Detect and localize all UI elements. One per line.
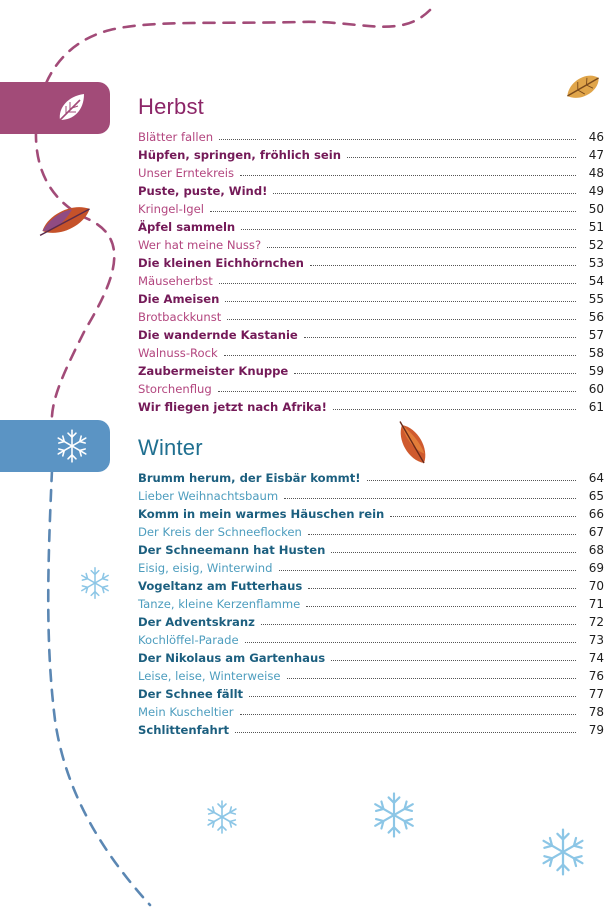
toc-entry xyxy=(138,272,604,290)
toc-entry-title: Die Ameisen xyxy=(138,292,220,306)
toc-entry-title: Der Adventskranz xyxy=(138,615,255,629)
toc-entry-title: Mein Kuscheltier xyxy=(138,705,234,719)
toc-entry-page: 79 xyxy=(588,723,604,737)
toc-entry-title: Der Nikolaus am Gartenhaus xyxy=(138,651,326,665)
toc-entry-page: 49 xyxy=(588,184,604,198)
toc-entry-title: Äpfel sammeln xyxy=(138,220,236,234)
toc-entry-title: Wir fliegen jetzt nach Afrika! xyxy=(138,400,327,414)
dot-leader xyxy=(267,243,576,248)
dot-leader xyxy=(279,566,576,571)
toc-entry xyxy=(138,649,604,667)
dot-leader xyxy=(249,692,576,697)
toc-entry-title: Walnuss-Rock xyxy=(138,346,218,360)
dot-leader xyxy=(347,153,576,158)
dot-leader xyxy=(310,261,576,266)
dot-leader xyxy=(218,387,576,392)
toc-entry xyxy=(138,577,604,595)
toc-entry xyxy=(138,721,604,739)
dot-leader xyxy=(240,171,576,176)
toc-entry xyxy=(138,236,604,254)
toc-list-herbst xyxy=(138,128,604,416)
toc-entry xyxy=(138,308,604,326)
section-title-herbst: Herbst xyxy=(138,94,204,119)
toc-entry-page: 74 xyxy=(588,651,604,665)
toc-entry-title: Lieber Weihnachtsbaum xyxy=(138,489,279,503)
toc-entry-title: Storchenflug xyxy=(138,382,212,396)
toc-entry xyxy=(138,326,604,344)
toc-entry xyxy=(138,344,604,362)
dot-leader xyxy=(261,620,576,625)
dot-leader xyxy=(367,476,576,481)
toc-entry-title: Hüpfen, springen, fröhlich sein xyxy=(138,148,341,162)
toc-entry-title: Blätter fallen xyxy=(138,130,214,144)
toc-entry-page: 78 xyxy=(588,705,604,719)
dot-leader xyxy=(240,710,576,715)
toc-entry xyxy=(138,218,604,236)
toc-entry-page: 50 xyxy=(588,202,604,216)
snowflake-icon xyxy=(544,830,583,875)
dot-leader xyxy=(224,351,576,356)
dot-leader xyxy=(294,369,576,374)
toc-entry-page: 77 xyxy=(588,687,604,701)
toc-entry-page: 71 xyxy=(588,597,604,611)
section-tab-herbst xyxy=(0,82,110,134)
toc-entry xyxy=(138,362,604,380)
toc-entry xyxy=(138,290,604,308)
dot-leader xyxy=(333,405,576,410)
toc-entry-title: Brotbackkunst xyxy=(138,310,222,324)
toc-entry xyxy=(138,505,604,523)
snowflake-icon xyxy=(208,801,236,833)
snowflake-icon xyxy=(82,568,108,598)
toc-entry-title: Komm in mein warmes Häuschen rein xyxy=(138,507,385,521)
dot-leader xyxy=(273,189,576,194)
toc-entry-page: 66 xyxy=(588,507,604,521)
toc-entry xyxy=(138,559,604,577)
toc-entry-page: 73 xyxy=(588,633,604,647)
section-tab-winter xyxy=(0,420,110,472)
toc-entry-page: 53 xyxy=(588,256,604,270)
dot-leader xyxy=(308,530,576,535)
dot-leader xyxy=(390,512,576,517)
toc-entry-title: Zaubermeister Knuppe xyxy=(138,364,289,378)
dot-leader xyxy=(284,494,576,499)
leaf-icon xyxy=(35,200,94,241)
snowflake-icon xyxy=(375,793,413,836)
toc-entry xyxy=(138,398,604,416)
leaf-icon xyxy=(54,90,90,126)
dot-leader xyxy=(227,315,576,320)
dot-leader xyxy=(306,602,576,607)
toc-entry-title: Tanze, kleine Kerzenflamme xyxy=(138,597,301,611)
dot-leader xyxy=(219,279,576,284)
toc-entry xyxy=(138,254,604,272)
toc-entry-title: Schlittenfahrt xyxy=(138,723,230,737)
toc-entry-page: 57 xyxy=(588,328,604,342)
leaf-icon xyxy=(392,417,432,468)
dot-leader xyxy=(210,207,576,212)
toc-entry-page: 67 xyxy=(588,525,604,539)
toc-entry xyxy=(138,146,604,164)
toc-entry-title: Die wandernde Kastanie xyxy=(138,328,298,342)
toc-entry xyxy=(138,595,604,613)
toc-entry xyxy=(138,667,604,685)
dot-leader xyxy=(331,656,576,661)
toc-entry-page: 58 xyxy=(588,346,604,360)
toc-entry-page: 61 xyxy=(588,400,604,414)
toc-entry-page: 59 xyxy=(588,364,604,378)
toc-entry xyxy=(138,613,604,631)
toc-entry-title: Der Kreis der Schneeflocken xyxy=(138,525,302,539)
toc-entry-page: 60 xyxy=(588,382,604,396)
leaf-icon xyxy=(563,70,603,104)
toc-entry-page: 51 xyxy=(588,220,604,234)
dot-leader xyxy=(235,728,576,733)
dashed-path-winter xyxy=(48,470,150,905)
section-title-winter: Winter xyxy=(138,435,203,460)
snowflake-icon xyxy=(54,428,90,464)
toc-entry xyxy=(138,469,604,487)
toc-entry-page: 55 xyxy=(588,292,604,306)
toc-list-winter xyxy=(138,469,604,739)
toc-entry-page: 52 xyxy=(588,238,604,252)
toc-entry-title: Unser Erntekreis xyxy=(138,166,234,180)
dot-leader xyxy=(331,548,576,553)
dot-leader xyxy=(245,638,576,643)
toc-entry-page: 70 xyxy=(588,579,604,593)
toc-entry-page: 69 xyxy=(588,561,604,575)
toc-entry xyxy=(138,685,604,703)
toc-entry-page: 46 xyxy=(588,130,604,144)
toc-entry-page: 56 xyxy=(588,310,604,324)
toc-entry-title: Eisig, eisig, Winterwind xyxy=(138,561,273,575)
toc-entry-page: 48 xyxy=(588,166,604,180)
toc-entry-title: Der Schnee fällt xyxy=(138,687,244,701)
toc-entry xyxy=(138,128,604,146)
toc-entry-page: 65 xyxy=(588,489,604,503)
toc-entry-title: Puste, puste, Wind! xyxy=(138,184,268,198)
dot-leader xyxy=(241,225,576,230)
toc-entry-page: 54 xyxy=(588,274,604,288)
toc-entry-page: 68 xyxy=(588,543,604,557)
toc-entry xyxy=(138,380,604,398)
toc-entry-page: 64 xyxy=(588,471,604,485)
toc-entry xyxy=(138,541,604,559)
toc-entry-page: 76 xyxy=(588,669,604,683)
toc-entry xyxy=(138,631,604,649)
toc-entry xyxy=(138,200,604,218)
toc-entry xyxy=(138,164,604,182)
toc-entry-page: 47 xyxy=(588,148,604,162)
dot-leader xyxy=(304,333,576,338)
toc-entry xyxy=(138,182,604,200)
toc-entry xyxy=(138,523,604,541)
toc-entry-title: Die kleinen Eichhörnchen xyxy=(138,256,304,270)
dot-leader xyxy=(225,297,576,302)
toc-entry xyxy=(138,487,604,505)
toc-entry-title: Kringel-Igel xyxy=(138,202,204,216)
toc-entry-title: Der Schneemann hat Husten xyxy=(138,543,326,557)
toc-entry-title: Kochlöffel-Parade xyxy=(138,633,239,647)
toc-entry xyxy=(138,703,604,721)
dot-leader xyxy=(287,674,576,679)
toc-entry-page: 72 xyxy=(588,615,604,629)
toc-entry-title: Leise, leise, Winterweise xyxy=(138,669,281,683)
dot-leader xyxy=(308,584,576,589)
toc-entry-title: Wer hat meine Nuss? xyxy=(138,238,262,252)
dot-leader xyxy=(219,135,576,140)
toc-entry-title: Mäuseherbst xyxy=(138,274,213,288)
toc-entry-title: Brumm herum, der Eisbär kommt! xyxy=(138,471,361,485)
toc-entry-title: Vogeltanz am Futterhaus xyxy=(138,579,303,593)
